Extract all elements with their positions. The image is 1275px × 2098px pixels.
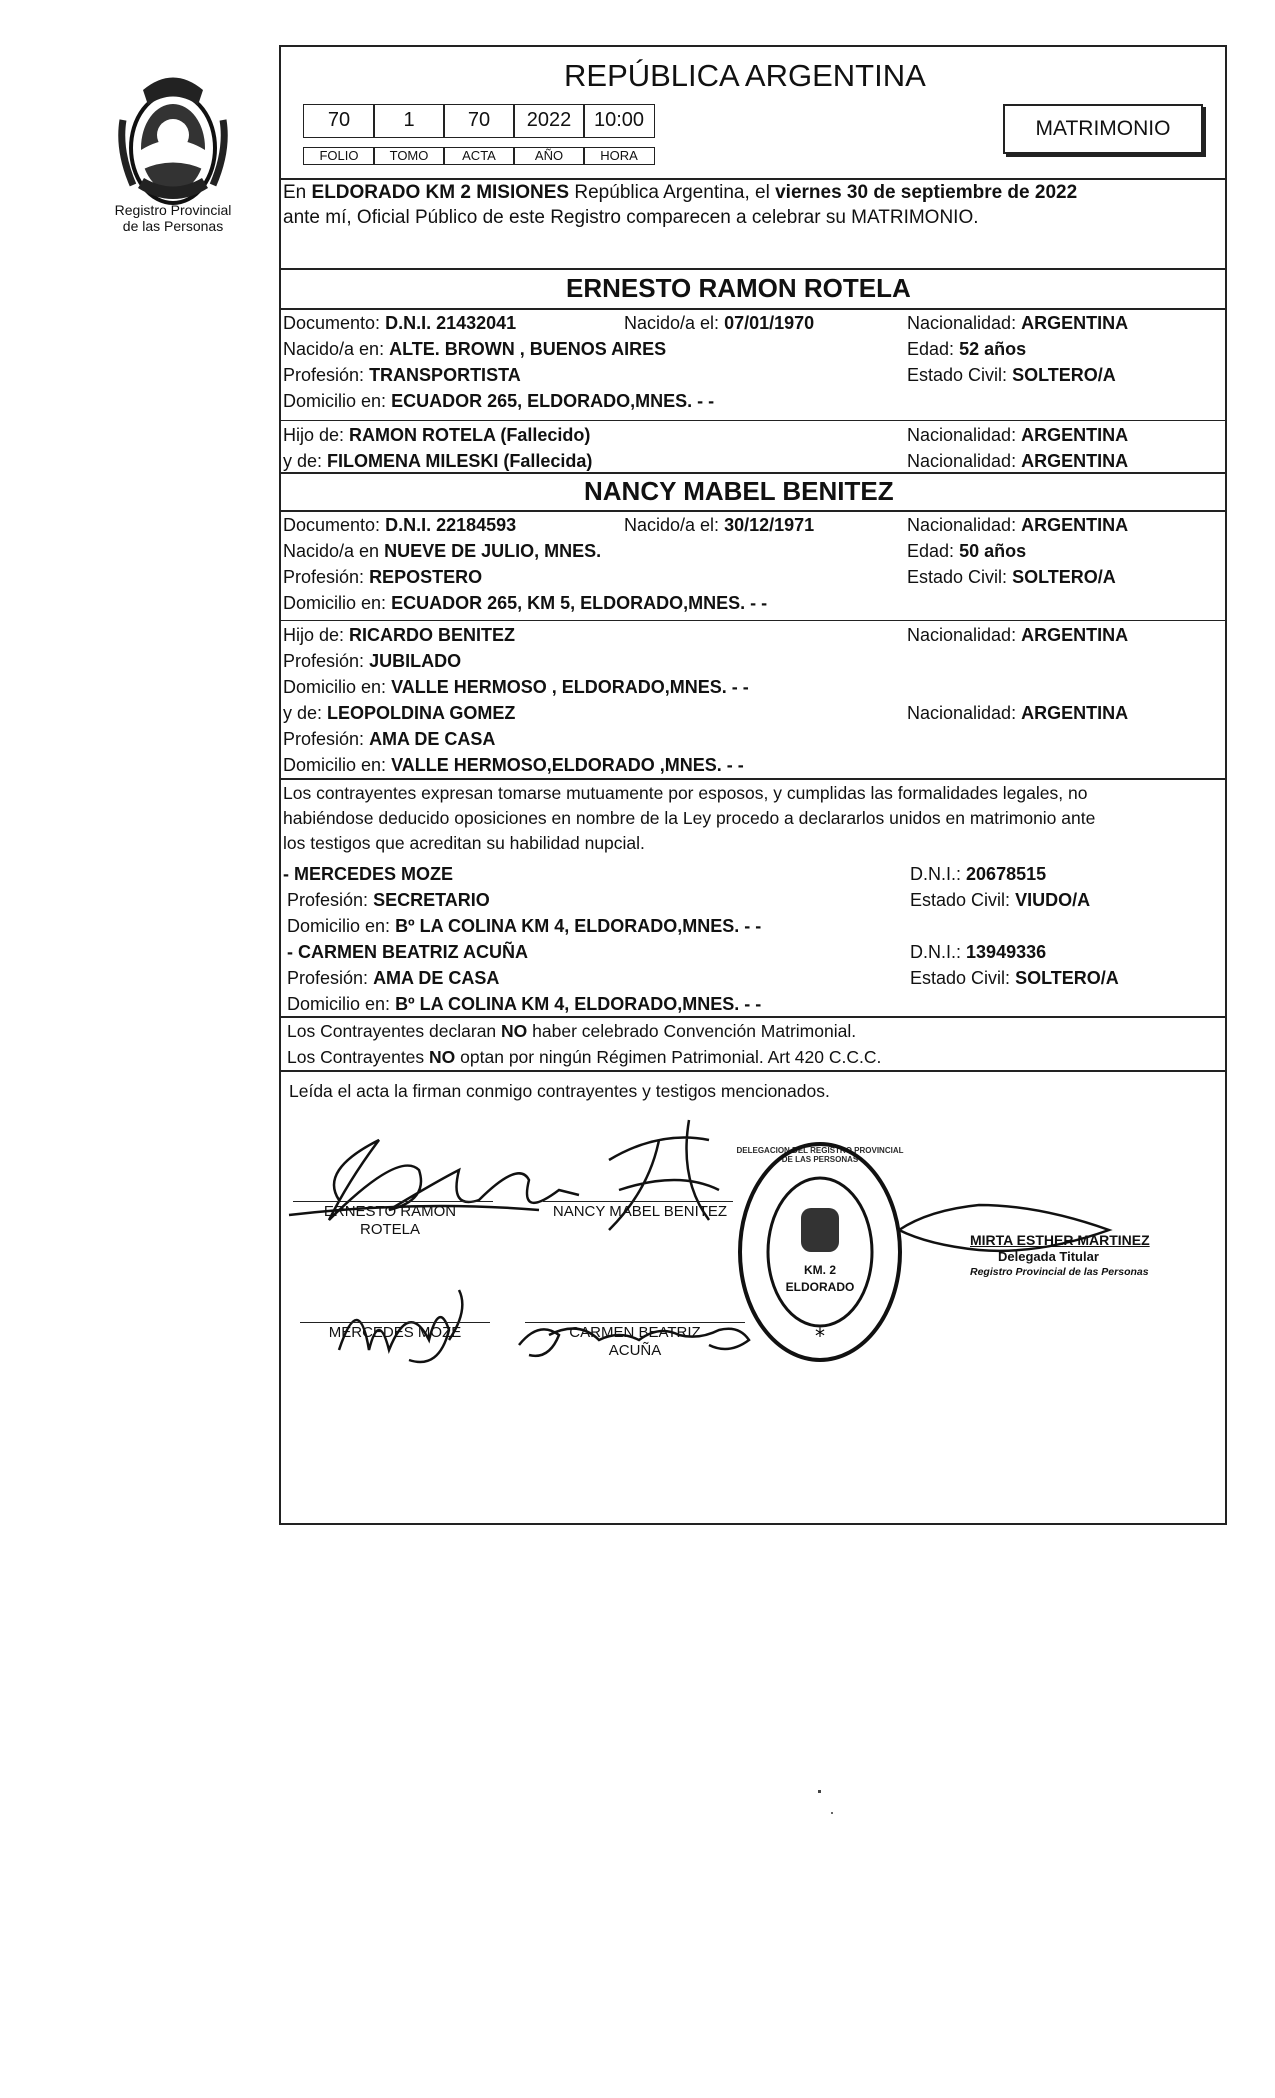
spouse1-prof bbox=[283, 364, 521, 386]
spouse1-mother bbox=[283, 450, 592, 472]
registry-emblem bbox=[98, 60, 248, 234]
stamp-center-top: KM. 2 bbox=[803, 1263, 836, 1277]
spouse1-nationality: ARGENTINA bbox=[1021, 313, 1129, 333]
intro-bottom-line bbox=[279, 268, 1227, 270]
addr-label: Domicilio en: bbox=[287, 994, 391, 1014]
declaration-line1: Los contrayentes expresan tomarse mutuamente por esposos, y cumplidas las formalidades legales, no bbox=[283, 783, 1088, 803]
intro-line1 bbox=[283, 182, 1077, 204]
spouse2-birthdate: 30/12/1971 bbox=[724, 515, 815, 535]
spouse2-father-nationality: ARGENTINA bbox=[1021, 625, 1129, 645]
witness2-dni bbox=[910, 941, 1046, 963]
father-label: Hijo de: bbox=[283, 425, 345, 445]
nat-label: Nacionalidad: bbox=[907, 515, 1017, 535]
addr-label: Domicilio en: bbox=[283, 391, 387, 411]
spouse1-mother-nationality: ARGENTINA bbox=[1021, 451, 1129, 471]
sig4-line bbox=[525, 1322, 745, 1323]
sig-acuna-line1: CARMEN BEATRIZ bbox=[569, 1324, 701, 1341]
spouse2-mother-nationality: ARGENTINA bbox=[1021, 703, 1129, 723]
addr-label: Domicilio en: bbox=[283, 677, 387, 697]
hour-value: 10:00 bbox=[583, 104, 655, 138]
registry-name-line2: de las Personas bbox=[122, 218, 224, 234]
witness2-dni-value: 13949336 bbox=[966, 942, 1047, 962]
stamp-ring-text: DELEGACION DEL REGISTRO PROVINCIAL DE LAS PERSONAS bbox=[736, 1146, 904, 1164]
spouse2-civil-status: SOLTERO/A bbox=[1012, 567, 1116, 587]
witness1-address: Bº LA COLINA KM 4, ELDORADO,MNES. - - bbox=[395, 916, 762, 936]
spouse1-sep bbox=[279, 420, 1227, 421]
witness1-name: - MERCEDES MOZE bbox=[283, 864, 454, 884]
spouse2-age-value: 50 años bbox=[959, 541, 1027, 561]
spouse1-age-value: 52 años bbox=[959, 339, 1027, 359]
prof-label: Profesión: bbox=[283, 651, 365, 671]
spouse2-name: NANCY MABEL BENITEZ bbox=[584, 476, 894, 506]
spouse2-father-address: VALLE HERMOSO , ELDORADO,MNES. - - bbox=[391, 677, 749, 697]
civil-label: Estado Civil: bbox=[907, 365, 1008, 385]
header-divider bbox=[279, 178, 1227, 180]
convention-line2-pre: Los Contrayentes bbox=[287, 1047, 425, 1067]
prof-label: Profesión: bbox=[283, 365, 365, 385]
witness2-addr bbox=[287, 993, 761, 1015]
stamp-center-bottom: ELDORADO bbox=[785, 1280, 855, 1294]
spouse1-name-line bbox=[279, 308, 1227, 310]
witness1-dni-value: 20678515 bbox=[966, 864, 1047, 884]
convention-post: haber celebrado Convención Matrimonial. bbox=[532, 1021, 857, 1041]
spouse1-mother-nat bbox=[907, 450, 1128, 472]
spouse2-birthplace bbox=[283, 540, 601, 562]
registry-name bbox=[78, 202, 268, 234]
prof-label: Profesión: bbox=[283, 729, 365, 749]
civil-label: Estado Civil: bbox=[907, 567, 1008, 587]
scan-dot bbox=[831, 1812, 833, 1814]
spouse2-mother-name: LEOPOLDINA GOMEZ bbox=[327, 703, 516, 723]
sig3-line bbox=[300, 1322, 490, 1323]
declaration-line3: los testigos que acreditan su habilidad nupcial. bbox=[283, 833, 645, 853]
spouse1-bottom-line bbox=[279, 472, 1227, 474]
spouse2-mother-profession: AMA DE CASA bbox=[369, 729, 496, 749]
prof-label: Profesión: bbox=[287, 890, 369, 910]
mother-label: y de: bbox=[283, 703, 323, 723]
nat-label: Nacionalidad: bbox=[907, 703, 1017, 723]
spouse2-name-line bbox=[279, 510, 1227, 512]
doc-label: Documento: bbox=[283, 313, 381, 333]
official-signature-block bbox=[970, 1232, 1180, 1279]
folio-label: FOLIO bbox=[303, 147, 375, 165]
dni-label: D.N.I.: bbox=[910, 942, 962, 962]
spouse2-profession: REPOSTERO bbox=[369, 567, 483, 587]
province-coat-of-arms-icon bbox=[98, 60, 248, 210]
spouse1-profession: TRANSPORTISTA bbox=[369, 365, 521, 385]
country-title: REPÚBLICA ARGENTINA bbox=[564, 58, 926, 93]
spouse1-civil-status: SOLTERO/A bbox=[1012, 365, 1116, 385]
spouse2-mother bbox=[283, 702, 515, 724]
civil-label: Estado Civil: bbox=[910, 890, 1011, 910]
registry-stamp bbox=[735, 1138, 905, 1366]
witness1-civil-status: VIUDO/A bbox=[1015, 890, 1091, 910]
tomo-value: 1 bbox=[373, 104, 445, 138]
official-name: MIRTA ESTHER MARTINEZ bbox=[970, 1232, 1150, 1248]
prof-label: Profesión: bbox=[283, 567, 365, 587]
spouse1-civil bbox=[907, 364, 1116, 386]
sig2-line bbox=[543, 1201, 733, 1202]
spouse1-address: ECUADOR 265, ELDORADO,MNES. - - bbox=[391, 391, 715, 411]
spouse2-addr bbox=[283, 592, 767, 614]
addr-label: Domicilio en: bbox=[283, 755, 387, 775]
sig-rotela-line1: ERNESTO RAMON bbox=[323, 1203, 457, 1220]
addr-label: Domicilio en: bbox=[287, 916, 391, 936]
birthplace-label: Nacido/a en bbox=[283, 541, 380, 561]
spouse2-doc bbox=[283, 514, 516, 536]
spouse2-mother-prof bbox=[283, 728, 495, 750]
nat-label: Nacionalidad: bbox=[907, 313, 1017, 333]
prof-label: Profesión: bbox=[287, 968, 369, 988]
spouse1-father-nationality: ARGENTINA bbox=[1021, 425, 1129, 445]
spouse2-nat bbox=[907, 514, 1128, 536]
official-org: Registro Provincial de las Personas bbox=[970, 1266, 1149, 1278]
dni-label: D.N.I.: bbox=[910, 864, 962, 884]
spouse2-mother-nat bbox=[907, 702, 1128, 724]
spouse2-address: ECUADOR 265, KM 5, ELDORADO,MNES. - - bbox=[391, 593, 768, 613]
father-label: Hijo de: bbox=[283, 625, 345, 645]
tomo-label: TOMO bbox=[373, 147, 445, 165]
convention-line2-post: optan por ningún Régimen Patrimonial. Art 420 C.C.C. bbox=[460, 1047, 882, 1067]
registry-name-line1: Registro Provincial bbox=[114, 202, 232, 218]
nat-label: Nacionalidad: bbox=[907, 425, 1017, 445]
sig1-line bbox=[293, 1201, 493, 1202]
spouse2-born bbox=[624, 514, 814, 536]
nat-label: Nacionalidad: bbox=[907, 451, 1017, 471]
spouse1-father-name: RAMON ROTELA (Fallecido) bbox=[349, 425, 591, 445]
witness1-civil bbox=[910, 889, 1090, 911]
witness2-address: Bº LA COLINA KM 4, ELDORADO,MNES. - - bbox=[395, 994, 762, 1014]
signature-moze: MERCEDES MOZE bbox=[328, 1324, 462, 1341]
sig-acuna-line2: ACUÑA bbox=[608, 1342, 662, 1359]
convention-line1 bbox=[287, 1020, 856, 1042]
year-value: 2022 bbox=[513, 104, 585, 138]
spouse2-mother-address: VALLE HERMOSO,ELDORADO ,MNES. - - bbox=[391, 755, 744, 775]
scan-dot bbox=[818, 1790, 821, 1793]
intro-date: viernes 30 de septiembre de 2022 bbox=[775, 182, 1078, 203]
spouse1-doc bbox=[283, 312, 516, 334]
spouse2-birthplace-value: NUEVE DE JULIO, MNES. bbox=[384, 541, 602, 561]
signature-benitez: NANCY MABEL BENITEZ bbox=[552, 1203, 728, 1220]
intro-en: En bbox=[283, 182, 307, 203]
signature-rotela bbox=[270, 1203, 510, 1239]
spouse1-birthplace bbox=[283, 338, 666, 360]
year-label: AÑO bbox=[513, 147, 585, 165]
sig-rotela-line2: ROTELA bbox=[359, 1221, 420, 1238]
witness1-dni bbox=[910, 863, 1046, 885]
official-title: Delegada Titular bbox=[998, 1249, 1099, 1264]
spouse2-mother-addr bbox=[283, 754, 744, 776]
declaration-line2: habiéndose deducido oposiciones en nombre de la Ley procedo a declararlos unidos en matrimonio ante bbox=[283, 808, 1096, 828]
spouse2-father-addr bbox=[283, 676, 749, 698]
spouse2-sep bbox=[279, 620, 1227, 621]
doc-label: Documento: bbox=[283, 515, 381, 535]
witness-bottom-line bbox=[279, 1016, 1227, 1018]
spouse1-father bbox=[283, 424, 590, 446]
closing-text: Leída el acta la firman conmigo contrayentes y testigos mencionados. bbox=[289, 1081, 830, 1101]
spouse2-father-profession: JUBILADO bbox=[369, 651, 462, 671]
convention-bottom-line bbox=[279, 1070, 1227, 1072]
witness2-name: - CARMEN BEATRIZ ACUÑA bbox=[287, 942, 528, 962]
witness1-prof bbox=[287, 889, 490, 911]
civil-label: Estado Civil: bbox=[910, 968, 1011, 988]
spouse2-nationality: ARGENTINA bbox=[1021, 515, 1129, 535]
witness1-profession: SECRETARIO bbox=[373, 890, 490, 910]
acta-label: ACTA bbox=[443, 147, 515, 165]
witness2-profession: AMA DE CASA bbox=[373, 968, 500, 988]
spouse1-dni: D.N.I. 21432041 bbox=[385, 313, 517, 333]
spouse2-civil bbox=[907, 566, 1116, 588]
doc-type: MATRIMONIO bbox=[1035, 117, 1171, 140]
acta-value: 70 bbox=[443, 104, 515, 138]
spouse1-nat bbox=[907, 312, 1128, 334]
spouse2-father bbox=[283, 624, 515, 646]
convention-line2 bbox=[287, 1046, 881, 1068]
spouse2-father-name: RICARDO BENITEZ bbox=[349, 625, 516, 645]
spouse1-birthdate: 07/01/1970 bbox=[724, 313, 815, 333]
age-label: Edad: bbox=[907, 541, 955, 561]
svg-text:*: * bbox=[815, 1324, 825, 1348]
folio-value: 70 bbox=[303, 104, 375, 138]
convention-no: NO bbox=[501, 1021, 528, 1041]
spouse1-born bbox=[624, 312, 814, 334]
spouse2-father-prof bbox=[283, 650, 461, 672]
witness1-addr bbox=[287, 915, 761, 937]
spouse2-bottom-line bbox=[279, 778, 1227, 780]
spouse2-prof bbox=[283, 566, 482, 588]
convention-pre: Los Contrayentes declaran bbox=[287, 1021, 497, 1041]
spouse1-birthplace-value: ALTE. BROWN , BUENOS AIRES bbox=[389, 339, 667, 359]
witness2-prof bbox=[287, 967, 499, 989]
born-label: Nacido/a el: bbox=[624, 515, 720, 535]
intro-place: ELDORADO KM 2 MISIONES bbox=[311, 182, 570, 203]
addr-label: Domicilio en: bbox=[283, 593, 387, 613]
nat-label: Nacionalidad: bbox=[907, 625, 1017, 645]
convention-line2-no: NO bbox=[429, 1047, 456, 1067]
mother-label: y de: bbox=[283, 451, 323, 471]
born-label: Nacido/a el: bbox=[624, 313, 720, 333]
birthplace-label: Nacido/a en: bbox=[283, 339, 385, 359]
spouse2-dni: D.N.I. 22184593 bbox=[385, 515, 517, 535]
spouse1-age bbox=[907, 338, 1026, 360]
intro-line2: ante mí, Oficial Público de este Registro comparecen a celebrar su MATRIMONIO. bbox=[283, 207, 979, 228]
spouse1-mother-name: FILOMENA MILESKI (Fallecida) bbox=[327, 451, 593, 471]
spouse1-addr bbox=[283, 390, 714, 412]
signature-acuna bbox=[515, 1324, 755, 1360]
spouse2-age bbox=[907, 540, 1026, 562]
spouse1-father-nat bbox=[907, 424, 1128, 446]
intro-mid: República Argentina, el bbox=[574, 182, 770, 203]
spouse2-father-nat bbox=[907, 624, 1128, 646]
registry-stamp-icon bbox=[735, 1138, 905, 1366]
spouse1-name: ERNESTO RAMON ROTELA bbox=[566, 273, 911, 303]
age-label: Edad: bbox=[907, 339, 955, 359]
witness2-civil-status: SOLTERO/A bbox=[1015, 968, 1119, 988]
witness2-civil bbox=[910, 967, 1119, 989]
hour-label: HORA bbox=[583, 147, 655, 165]
doc-type-box bbox=[1003, 104, 1203, 154]
